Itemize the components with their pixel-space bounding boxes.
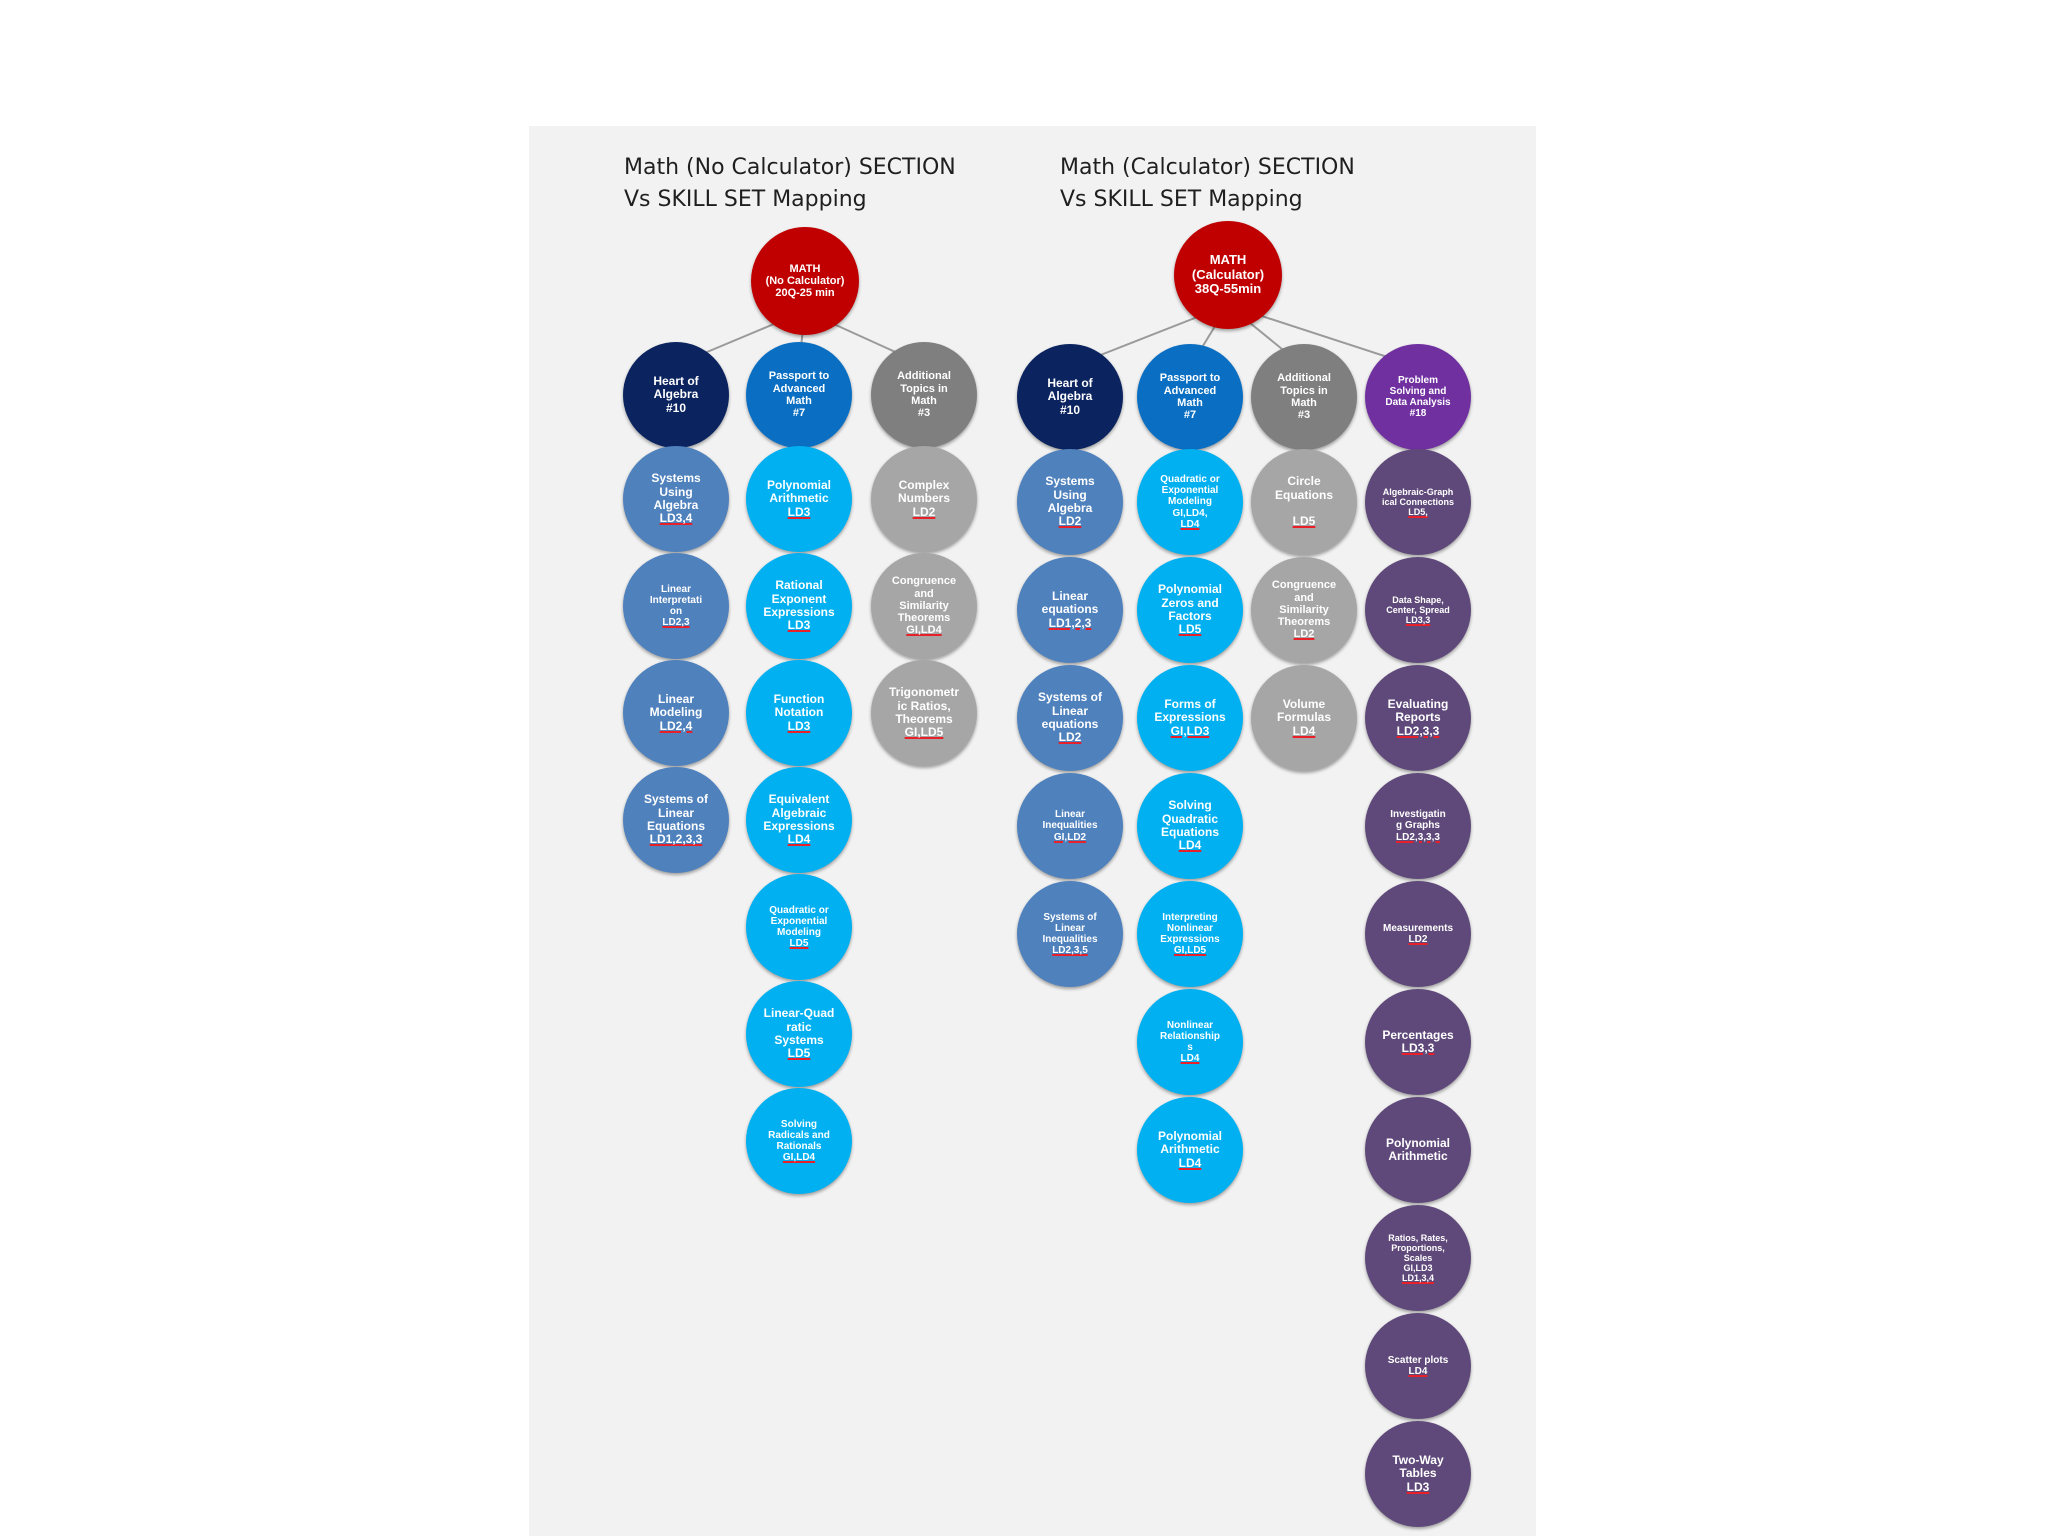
right-skill-investigatin-g-graphs-skill-code: LD2,3,3,3 xyxy=(1396,831,1440,843)
left-skill-linear-modeling-skill-code: LD2,4 xyxy=(659,718,693,733)
right-skill-ratios-rates-proportions-scales-gi-ld3 xyxy=(1365,1205,1471,1311)
right-skill-algebraic-graph-ical-connections-skill-code: LD5, xyxy=(1408,507,1428,518)
left-skill-trigonometr-ic-ratios-theorems-label: Trigonometr ic Ratios, Theorems xyxy=(888,685,959,726)
right-skill-data-shape-center-spread xyxy=(1365,557,1471,663)
right-skill-two-way-tables-label: Two-Way Tables xyxy=(1392,1452,1444,1481)
right-skill-systems-of-linear-equations-skill-code: LD2 xyxy=(1058,730,1082,745)
right-skill-systems-of-linear-equations-label: Systems of Linear equations xyxy=(1037,690,1103,731)
right-skill-polynomial-arithmetic-skill-code: LD4 xyxy=(1178,1155,1202,1170)
right-root-node-label: MATH (Calculator) 38Q-55min xyxy=(1191,252,1265,297)
left-skill-linear-quad-ratic-systems xyxy=(746,981,852,1087)
left-skill-polynomial-arithmetic xyxy=(746,446,852,552)
right-skill-polynomial-zeros-and-factors xyxy=(1137,557,1243,663)
left-category-heart-of-algebra xyxy=(623,342,729,448)
left-skill-solving-radicals-and-rationals-label: Solving Radicals and Rationals xyxy=(768,1118,830,1152)
left-skill-function-notation-label: Function Notation xyxy=(773,691,825,720)
right-category-heart-of-algebra xyxy=(1017,344,1123,450)
left-skill-rational-exponent-expressions xyxy=(746,553,852,659)
right-category-additional-topics-in xyxy=(1251,344,1357,450)
right-skill-solving-quadratic-equations-label: Solving Quadratic Equations xyxy=(1160,798,1219,839)
left-category-heart-of-algebra-label: Heart of Algebra #10 xyxy=(653,373,699,415)
right-skill-measurements xyxy=(1365,881,1471,987)
right-skill-polynomial-arithmetic xyxy=(1137,1097,1243,1203)
right-skill-investigatin-g-graphs-label: Investigatin g Graphs xyxy=(1390,809,1446,832)
left-skill-polynomial-arithmetic-label: Polynomial Arithmetic xyxy=(766,477,831,506)
right-skill-linear-inequalities-skill-code: GI,LD2 xyxy=(1053,831,1087,843)
left-skill-rational-exponent-expressions-label: Rational Exponent Expressions xyxy=(763,578,835,619)
left-skill-linear-interpretati-on xyxy=(623,553,729,659)
right-skill-congruence-and-similarity-theorems-label: Congruence and Similarity Theorems xyxy=(1271,579,1337,629)
right-skill-systems-of-linear-equations xyxy=(1017,665,1123,771)
right-skill-algebraic-graph-ical-connections xyxy=(1365,449,1471,555)
right-skill-two-way-tables xyxy=(1365,1421,1471,1527)
left-section-title: Math (No Calculator) SECTION Vs SKILL SET Mapping xyxy=(624,155,956,212)
left-skill-rational-exponent-expressions-skill-code: LD3 xyxy=(787,618,811,633)
right-skill-interpreting-nonlinear-expressions-skill-code: GI,LD5 xyxy=(1173,945,1207,957)
right-skill-systems-using-algebra-label: Systems Using Algebra xyxy=(1045,474,1095,515)
left-skill-linear-modeling-label: Linear Modeling xyxy=(649,691,703,720)
left-skill-systems-of-linear-equations-label: Systems of Linear Equations xyxy=(643,792,709,833)
right-skill-linear-equations-skill-code: LD1,2,3 xyxy=(1048,615,1092,630)
left-skill-linear-interpretati-on-skill-code: LD2,3 xyxy=(662,617,690,629)
left-skill-quadratic-or-exponential-modeling-skill-code: LD5 xyxy=(789,938,809,950)
right-skill-forms-of-expressions-label: Forms of Expressions xyxy=(1154,696,1226,725)
right-skill-algebraic-graph-ical-connections-label: Algebraic-Graph ical Connections xyxy=(1381,486,1454,507)
right-skill-volume-formulas xyxy=(1251,665,1357,771)
right-skill-two-way-tables-skill-code: LD3 xyxy=(1406,1479,1430,1494)
right-skill-linear-equations-label: Linear equations xyxy=(1041,588,1099,617)
right-skill-interpreting-nonlinear-expressions xyxy=(1137,881,1243,987)
left-skill-quadratic-or-exponential-modeling xyxy=(746,874,852,980)
right-skill-percentages-label: Percentages xyxy=(1382,1027,1454,1042)
right-skill-circle-equations-label: Circle Equations xyxy=(1274,474,1333,502)
right-category-problem-solving-and xyxy=(1365,344,1471,450)
right-skill-polynomial-arithmetic xyxy=(1365,1097,1471,1203)
right-skill-systems-of-linear-inequalities xyxy=(1017,881,1123,987)
left-skill-complex-numbers-skill-code: LD2 xyxy=(912,504,936,519)
left-skill-function-notation-skill-code: LD3 xyxy=(787,718,811,733)
left-skill-systems-of-linear-equations-skill-code: LD1,2,3,3 xyxy=(649,832,703,847)
right-skill-linear-inequalities xyxy=(1017,773,1123,879)
left-skill-complex-numbers-label: Complex Numbers xyxy=(897,477,950,506)
left-skill-linear-modeling xyxy=(623,660,729,766)
left-skill-congruence-and-similarity-theorems-skill-code: GI,LD4 xyxy=(906,624,942,637)
right-category-heart-of-algebra-label: Heart of Algebra #10 xyxy=(1047,375,1093,417)
right-skill-nonlinear-relationship-s-skill-code: LD4 xyxy=(1180,1053,1200,1065)
left-category-passport-to-advanced xyxy=(746,342,852,448)
right-skill-volume-formulas-label: Volume Formulas xyxy=(1276,696,1331,725)
left-skill-congruence-and-similarity-theorems xyxy=(871,553,977,659)
right-category-additional-topics-in-label: Additional Topics in Math #3 xyxy=(1277,372,1331,422)
right-skill-forms-of-expressions xyxy=(1137,665,1243,771)
right-skill-systems-of-linear-inequalities-skill-code: LD2,3,5 xyxy=(1052,945,1088,957)
right-skill-linear-inequalities-label: Linear Inequalities xyxy=(1042,809,1098,832)
right-skill-congruence-and-similarity-theorems-skill-code: LD2 xyxy=(1293,628,1315,641)
left-category-passport-to-advanced-label: Passport to Advanced Math #7 xyxy=(768,370,830,420)
right-skill-evaluating-reports xyxy=(1365,665,1471,771)
left-skill-systems-using-algebra-skill-code: LD3,4 xyxy=(659,511,693,526)
left-skill-systems-using-algebra xyxy=(623,446,729,552)
left-skill-polynomial-arithmetic-skill-code: LD3 xyxy=(787,504,811,519)
left-skill-systems-of-linear-equations xyxy=(623,767,729,873)
right-skill-interpreting-nonlinear-expressions-label: Interpreting Nonlinear Expressions xyxy=(1160,911,1220,945)
left-skill-equivalent-algebraic-expressions-skill-code: LD4 xyxy=(787,832,811,847)
right-skill-polynomial-arithmetic-label: Polynomial Arithmetic xyxy=(1157,1128,1222,1157)
right-skill-evaluating-reports-skill-code: LD2,3,3 xyxy=(1396,723,1440,738)
right-skill-scatter-plots-label: Scatter plots xyxy=(1387,1354,1449,1366)
left-skill-systems-using-algebra-label: Systems Using Algebra xyxy=(651,471,701,512)
right-skill-percentages xyxy=(1365,989,1471,1095)
left-skill-equivalent-algebraic-expressions xyxy=(746,767,852,873)
right-skill-data-shape-center-spread-label: Data Shape, Center, Spread xyxy=(1386,594,1450,615)
right-skill-polynomial-zeros-and-factors-label: Polynomial Zeros and Factors xyxy=(1157,582,1222,623)
right-skill-solving-quadratic-equations xyxy=(1137,773,1243,879)
right-skill-polynomial-arithmetic-label: Polynomial Arithmetic xyxy=(1385,1135,1450,1163)
left-root-node xyxy=(751,227,859,335)
right-skill-measurements-skill-code: LD2 xyxy=(1408,934,1428,945)
left-skill-linear-quad-ratic-systems-skill-code: LD5 xyxy=(787,1046,811,1061)
right-skill-congruence-and-similarity-theorems xyxy=(1251,557,1357,663)
right-skill-ratios-rates-proportions-scales-gi-ld3-label: Ratios, Rates, Proportions, Scales GI,LD3 xyxy=(1388,1232,1448,1274)
right-category-problem-solving-and-label: Problem Solving and Data Analysis #18 xyxy=(1385,374,1451,420)
left-skill-linear-quad-ratic-systems-label: Linear-Quad ratic Systems xyxy=(763,1006,835,1047)
right-skill-quadratic-or-exponential-modeling-gi-ld4-skill-code: LD4 xyxy=(1180,518,1200,530)
right-skill-polynomial-zeros-and-factors-skill-code: LD5 xyxy=(1178,622,1202,637)
right-skill-ratios-rates-proportions-scales-gi-ld3-skill-code: LD1,3,4 xyxy=(1401,1273,1434,1284)
left-skill-solving-radicals-and-rationals xyxy=(746,1088,852,1194)
left-skill-linear-interpretati-on-label: Linear Interpretati on xyxy=(649,583,703,617)
right-skill-scatter-plots-skill-code: LD4 xyxy=(1408,1366,1428,1377)
left-skill-congruence-and-similarity-theorems-label: Congruence and Similarity Theorems xyxy=(891,575,957,625)
left-category-additional-topics-in xyxy=(871,342,977,448)
right-skill-nonlinear-relationship-s-label: Nonlinear Relationship s xyxy=(1159,1019,1220,1053)
right-skill-scatter-plots xyxy=(1365,1313,1471,1419)
left-skill-trigonometr-ic-ratios-theorems-skill-code: GI,LD5 xyxy=(904,725,944,740)
right-skill-investigatin-g-graphs xyxy=(1365,773,1471,879)
right-skill-systems-of-linear-inequalities-label: Systems of Linear Inequalities xyxy=(1042,911,1098,945)
right-skill-volume-formulas-skill-code: LD4 xyxy=(1292,723,1316,738)
right-skill-evaluating-reports-label: Evaluating Reports xyxy=(1387,696,1449,725)
right-skill-linear-equations xyxy=(1017,557,1123,663)
left-skill-quadratic-or-exponential-modeling-label: Quadratic or Exponential Modeling xyxy=(769,904,829,938)
right-section-title: Math (Calculator) SECTION Vs SKILL SET Mapping xyxy=(1060,155,1355,212)
right-skill-circle-equations xyxy=(1251,449,1357,555)
right-skill-nonlinear-relationship-s xyxy=(1137,989,1243,1095)
right-skill-measurements-label: Measurements xyxy=(1382,922,1454,934)
right-skill-data-shape-center-spread-skill-code: LD3,3 xyxy=(1405,615,1431,626)
left-skill-function-notation xyxy=(746,660,852,766)
right-skill-quadratic-or-exponential-modeling-gi-ld4 xyxy=(1137,449,1243,555)
right-skill-quadratic-or-exponential-modeling-gi-ld4-label: Quadratic or Exponential Modeling GI,LD4, xyxy=(1160,474,1220,519)
right-category-passport-to-advanced-label: Passport to Advanced Math #7 xyxy=(1159,372,1221,422)
left-skill-trigonometr-ic-ratios-theorems xyxy=(871,660,977,766)
right-skill-solving-quadratic-equations-skill-code: LD4 xyxy=(1178,838,1202,853)
right-root-node xyxy=(1174,221,1282,329)
left-category-additional-topics-in-label: Additional Topics in Math #3 xyxy=(897,370,951,420)
left-skill-solving-radicals-and-rationals-skill-code: GI,LD4 xyxy=(782,1152,816,1164)
right-skill-forms-of-expressions-skill-code: GI,LD3 xyxy=(1170,723,1210,738)
right-skill-circle-equations-skill-code: LD5 xyxy=(1292,514,1316,529)
right-skill-systems-using-algebra xyxy=(1017,449,1123,555)
left-root-node-label: MATH (No Calculator) 20Q-25 min xyxy=(765,262,845,300)
right-category-passport-to-advanced xyxy=(1137,344,1243,450)
left-skill-equivalent-algebraic-expressions-label: Equivalent Algebraic Expressions xyxy=(763,792,835,833)
right-skill-systems-using-algebra-skill-code: LD2 xyxy=(1058,514,1082,529)
left-skill-complex-numbers xyxy=(871,446,977,552)
right-skill-percentages-skill-code: LD3,3 xyxy=(1401,1041,1435,1055)
